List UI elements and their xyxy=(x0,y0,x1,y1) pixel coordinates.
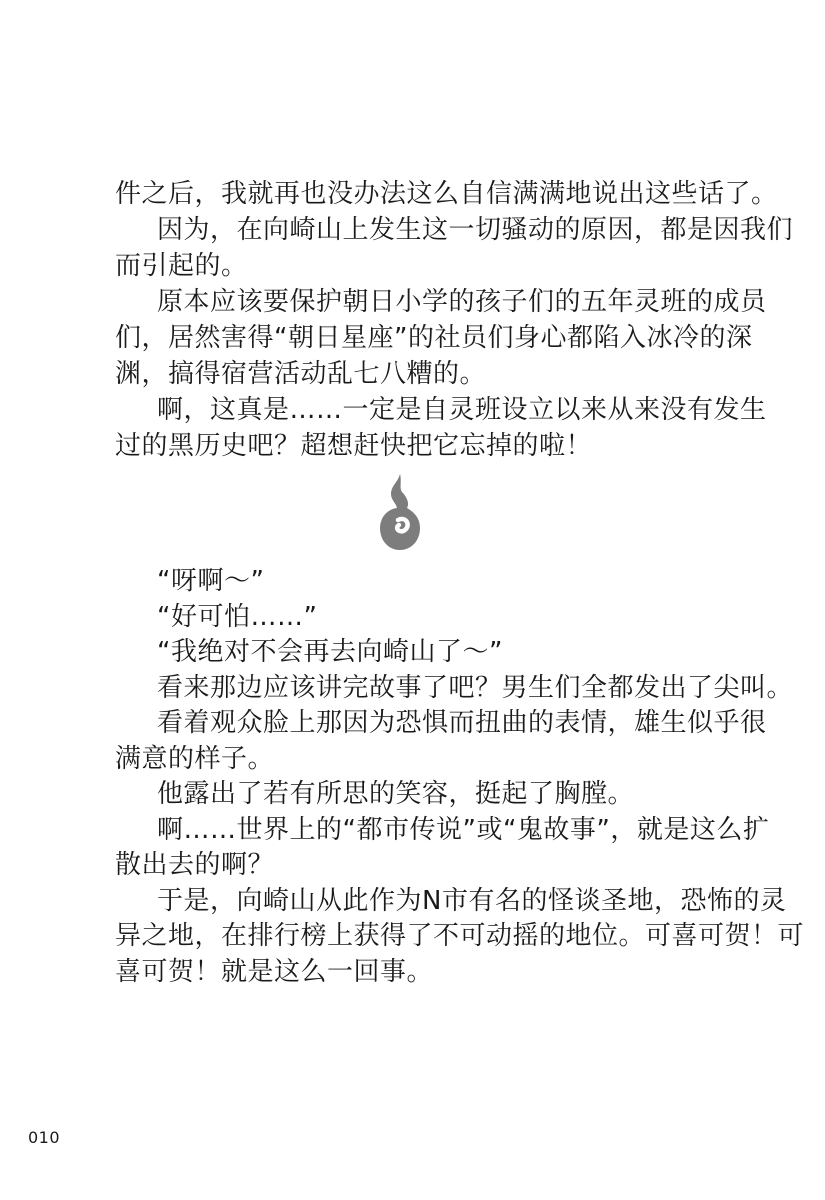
text-line: 件之后，我就再也没办法这么自信满满地说出这些话了。 xyxy=(115,179,778,209)
text-line: 看着观众脸上那因为恐惧而扭曲的表情，雄生似乎很 xyxy=(157,708,767,738)
text-line: 而引起的。 xyxy=(115,251,248,281)
flame-swirl-icon xyxy=(378,472,422,552)
text-line: 渊，搞得宿营活动乱七八糟的。 xyxy=(115,359,487,389)
text-block-top xyxy=(115,176,794,464)
text-line: 异之地，在排行榜上获得了不可动摇的地位。可喜可贺！可 xyxy=(115,921,805,951)
text-line: 散出去的啊？ xyxy=(115,850,275,880)
text-line: 看来那边应该讲完故事了吧？男生们全都发出了尖叫。 xyxy=(157,672,794,703)
page-number: 010 xyxy=(28,1128,61,1147)
text-line: “呀啊～” xyxy=(157,566,265,596)
text-block-bottom xyxy=(115,564,805,990)
text-line: 啊……世界上的“都市传说”或“鬼故事”，就是这么扩 xyxy=(157,814,770,845)
text-line: 因为，在向崎山上发生这一切骚动的原因，都是因我们 xyxy=(157,215,794,245)
text-line: 啊，这真是……一定是自灵班设立以来从来没有发生 xyxy=(157,395,767,425)
text-line: 原本应该要保护朝日小学的孩子们的五年灵班的成员 xyxy=(157,287,767,317)
text-line: 过的黑历史吧？超想赶快把它忘掉的啦！ xyxy=(115,431,593,461)
text-line: 满意的样子。 xyxy=(115,743,275,774)
text-line: “我绝对不会再去向崎山了～” xyxy=(157,637,503,667)
text-line: 他露出了若有所思的笑容，挺起了胸膛。 xyxy=(157,779,635,809)
text-line: 们，居然害得“朝日星座”的社员们身心都陷入冰冷的深 xyxy=(115,323,753,353)
text-line: 于是，向崎山从此作为N市有名的怪谈圣地，恐怖的灵 xyxy=(157,885,787,916)
text-line: “好可怕……” xyxy=(157,601,318,632)
text-line: 喜可贺！就是这么一回事。 xyxy=(115,956,434,987)
